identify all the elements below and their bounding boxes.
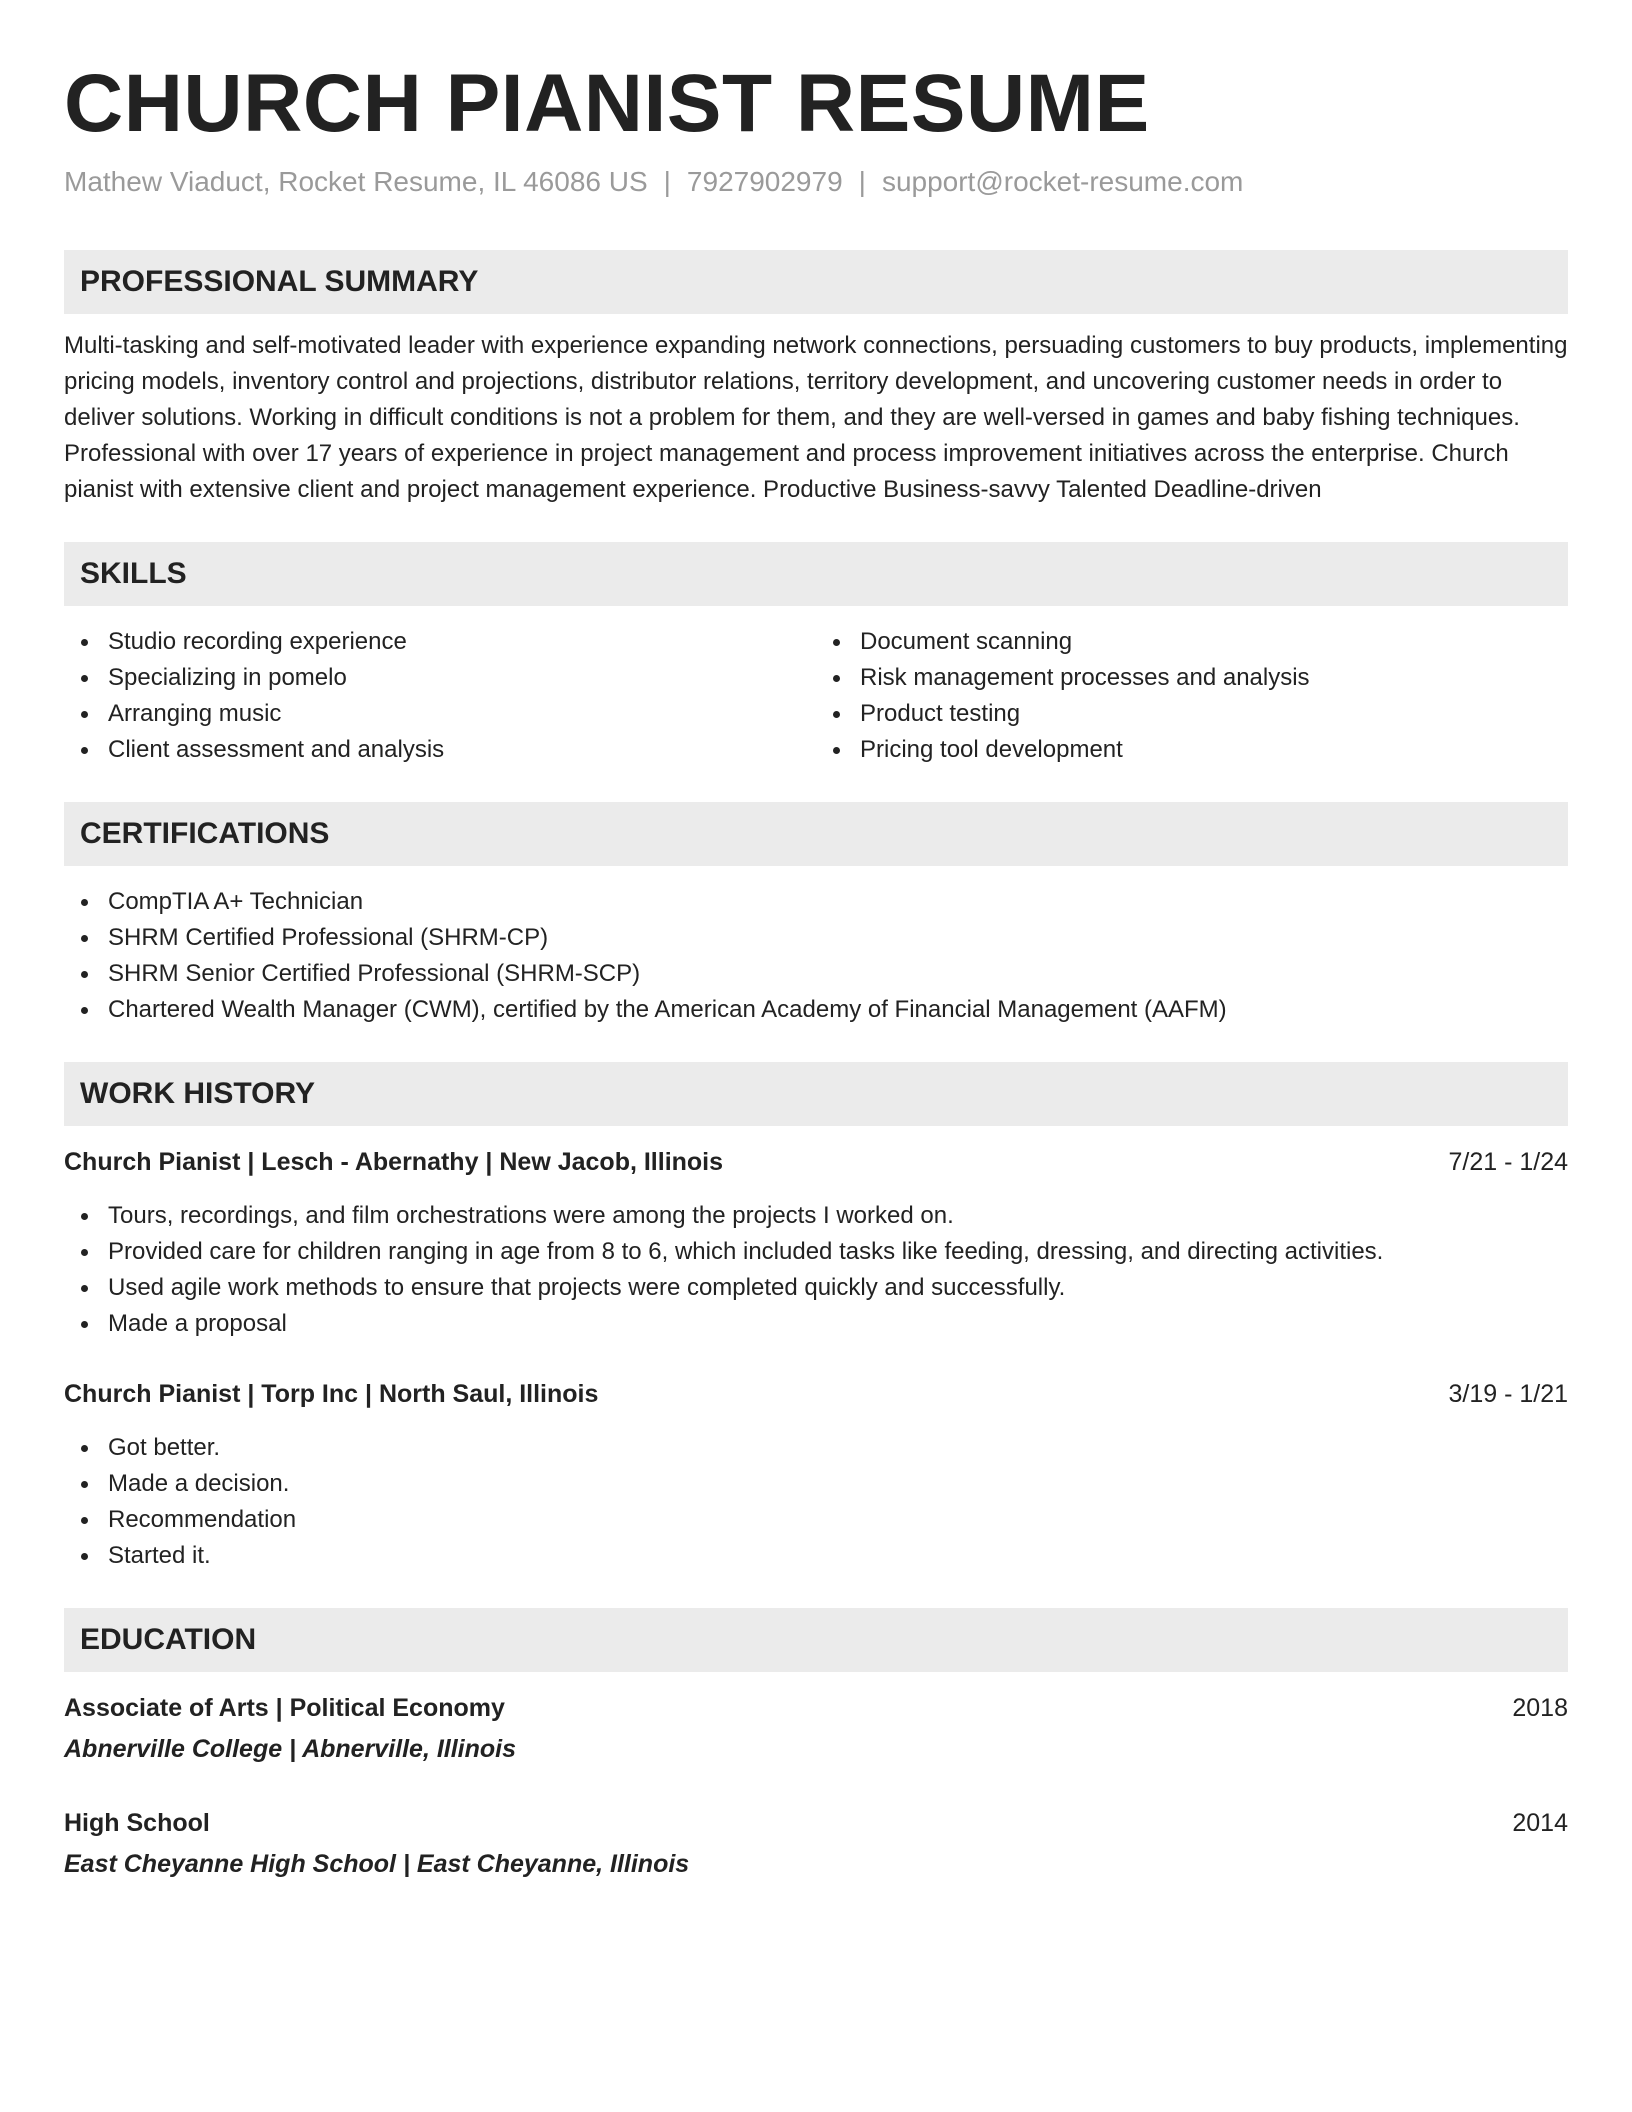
skill-item: Document scanning — [816, 624, 1568, 660]
job-bullet: Recommendation — [64, 1502, 1568, 1538]
education-school: Abnerville College | Abnerville, Illinois — [64, 1735, 517, 1763]
contact-email[interactable]: support@rocket-resume.com — [881, 166, 1244, 197]
education-year: 2014 — [1512, 1809, 1568, 1837]
skills-section — [64, 542, 1568, 768]
summary-text: Multi-tasking and self-motivated leader with experience expanding network connections, persuading customers to buy products, implementing pricing models, inventory control and projections, distributor relations, territory development, and uncovering customer needs in order to deliver solutions. Working in difficult conditions is not a problem for them, and they are well-versed in games and baby fishing techniques. Professional with over 17 years of experience in project management and process improvement initiatives across the enterprise. Church pianist with extensive client and project management experience. Productive Business-savvy Talented Deadline-driven — [64, 332, 1568, 503]
work-history-section — [64, 1062, 1568, 1574]
education-header — [64, 1805, 1568, 1841]
job-bullet: Started it. — [64, 1538, 1568, 1574]
contact-phone: 7927902979 — [686, 166, 843, 197]
skill-item: Studio recording experience — [64, 624, 816, 660]
education-heading: EDUCATION — [64, 1608, 1568, 1672]
certifications-section — [64, 802, 1568, 1028]
contact-line — [64, 162, 1568, 202]
contact-separator: | — [663, 166, 671, 197]
certifications-list — [64, 884, 1568, 1028]
job-header — [64, 1144, 1568, 1180]
skill-item: Client assessment and analysis — [64, 732, 816, 768]
job-bullet: Tours, recordings, and film orchestrations were among the projects I worked on. — [64, 1198, 1568, 1234]
skill-item: Product testing — [816, 696, 1568, 732]
job-title: Church Pianist | Lesch - Abernathy | New Jacob, Illinois — [64, 1148, 724, 1176]
skill-item: Pricing tool development — [816, 732, 1568, 768]
education-school: East Cheyanne High School | East Cheyanne, Illinois — [64, 1850, 690, 1878]
job-title: Church Pianist | Torp Inc | North Saul, Illinois — [64, 1380, 599, 1408]
job-bullet: Made a proposal — [64, 1306, 1568, 1342]
certification-item: CompTIA A+ Technician — [64, 884, 1568, 920]
job-bullet: Got better. — [64, 1430, 1568, 1466]
job-bullets — [64, 1430, 1568, 1574]
resume-title: CHURCH PIANIST RESUME — [64, 58, 1150, 149]
skill-item: Risk management processes and analysis — [816, 660, 1568, 696]
certification-item: Chartered Wealth Manager (CWM), certified by the American Academy of Financial Management (AAFM) — [64, 992, 1568, 1028]
education-degree: Associate of Arts | Political Economy — [64, 1694, 505, 1722]
education-year: 2018 — [1512, 1694, 1568, 1722]
summary-heading: PROFESSIONAL SUMMARY — [64, 250, 1568, 314]
contact-separator: | — [858, 166, 866, 197]
skills-heading: SKILLS — [64, 542, 1568, 606]
job-bullet: Used agile work methods to ensure that projects were completed quickly and successfully. — [64, 1270, 1568, 1306]
skills-columns — [64, 606, 1568, 768]
certification-item: SHRM Senior Certified Professional (SHRM-SCP) — [64, 956, 1568, 992]
job-bullets — [64, 1198, 1568, 1342]
skill-item: Specializing in pomelo — [64, 660, 816, 696]
certification-item: SHRM Certified Professional (SHRM-CP) — [64, 920, 1568, 956]
job-dates: 3/19 - 1/21 — [1448, 1380, 1568, 1408]
education-section — [64, 1608, 1568, 1882]
skills-list-right — [816, 624, 1568, 768]
work-history-heading: WORK HISTORY — [64, 1062, 1568, 1126]
job-bullet: Provided care for children ranging in age from 8 to 6, which included tasks like feeding, dressing, and directing activities. — [64, 1234, 1568, 1270]
education-degree: High School — [64, 1809, 210, 1837]
education-header — [64, 1690, 1568, 1726]
summary-section — [64, 250, 1568, 508]
job-dates: 7/21 - 1/24 — [1448, 1148, 1568, 1176]
job-bullet: Made a decision. — [64, 1466, 1568, 1502]
skills-list-left — [64, 624, 816, 768]
certifications-heading: CERTIFICATIONS — [64, 802, 1568, 866]
job-header — [64, 1376, 1568, 1412]
contact-address: Mathew Viaduct, Rocket Resume, IL 46086 US — [64, 166, 648, 197]
skill-item: Arranging music — [64, 696, 816, 732]
